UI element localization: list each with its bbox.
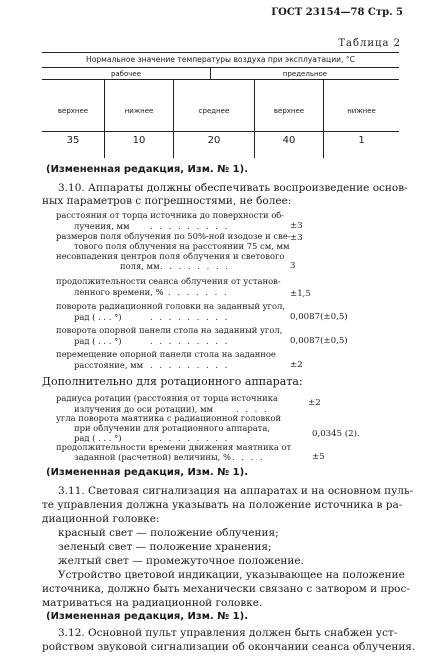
rotational-heading: Дополнительно для ротационного аппарата:	[42, 375, 303, 388]
param-1-line-1: расстояния от торца источника до поверхности об-	[56, 210, 285, 220]
rot-3-value: ±5	[312, 452, 325, 462]
clause-3-11-line-2: те управления должна указывать на положение источника в ра-	[42, 499, 403, 511]
col-divider-3	[254, 79, 255, 158]
clause-3-11-line-5: источника, должно быть механически связано с затвором и прос-	[42, 583, 410, 595]
signal-green: зеленый свет — положение хранения;	[58, 541, 272, 553]
col-header-2: нижнее	[124, 107, 154, 115]
signal-yellow: желтый свет — промежуточное положение.	[58, 555, 304, 567]
col-divider-1	[104, 79, 105, 158]
rot-3-leader: . . . .	[232, 452, 265, 462]
rot-2-value: 0,0345 (2).	[312, 429, 360, 439]
rot-2-leader: . . . . . . . . .	[150, 433, 230, 443]
param-2-value: ±3	[290, 233, 303, 243]
temperature-table	[42, 52, 399, 158]
value-cell-1: 35	[66, 135, 80, 146]
table-title: Нормальное значение температуры воздуха при эксплуатации, °С	[85, 55, 355, 64]
group-rule	[42, 79, 399, 80]
param-5-leader: . . . . . . . . .	[150, 312, 230, 322]
rot-1-leader: . . . .	[236, 404, 269, 414]
clause-3-11-line-6: матриваться на радиационной головке.	[42, 597, 263, 609]
param-2-line-1: размеров поля облучения по 50%-ной изодозе и све-	[56, 231, 291, 241]
param-4-leader: . . . . . . .	[168, 287, 229, 297]
param-6-line-2: рад ( . . . °)	[74, 336, 122, 346]
header-rule	[42, 131, 399, 132]
param-6-line-1: поворота опорной панели стола на заданный угол,	[56, 325, 283, 335]
rot-2-line-3: рад ( . . . °)	[74, 433, 122, 443]
clause-3-12-line-1: 3.12. Основной пульт управления должен быть снабжен уст-	[58, 627, 398, 639]
table-caption: Таблица 2	[338, 38, 401, 49]
param-5-value: 0,0087(±0,5)	[290, 312, 348, 322]
revision-note-3: (Измененная редакция, Изм. № 1).	[46, 611, 249, 622]
col-header-3: среднее	[198, 107, 230, 115]
value-cell-3: 20	[207, 135, 221, 146]
param-1-line-2: лучения, мм	[74, 221, 130, 231]
clause-3-11-line-1: 3.11. Световая сигнализация на аппаратах и на основном пуль-	[58, 485, 414, 497]
signal-red: красный свет — положение облучения;	[58, 527, 279, 539]
param-5-line-2: рад ( . . . °)	[74, 312, 122, 322]
param-1-value: ±3	[290, 221, 303, 231]
col-header-5: нижнее	[347, 107, 376, 115]
value-cell-5: 1	[358, 135, 365, 146]
param-6-leader: . . . . . . . . .	[150, 336, 230, 346]
table-title-rule	[42, 67, 399, 68]
param-3-value: 3	[290, 261, 296, 271]
param-1-leader: . . . . . . . . .	[150, 221, 230, 231]
col-divider-4	[323, 79, 324, 158]
value-cell-4: 40	[282, 135, 296, 146]
param-3-line-2: поля, мм	[120, 261, 160, 271]
group-limit: предельное	[282, 70, 328, 78]
group-working: рабочее	[110, 70, 142, 78]
revision-note-1: (Измененная редакция, Изм. № 1).	[46, 164, 249, 175]
table-top-rule	[42, 52, 399, 53]
page-header: ГОСТ 23154—78 Стр. 5	[271, 7, 403, 18]
value-cell-2: 10	[132, 135, 146, 146]
param-2-line-2: тового поля облучения на расстоянии 75 см, мм	[74, 241, 290, 251]
param-6-value: 0,0087(±0,5)	[290, 336, 348, 346]
param-5-line-1: поворота радиационной головки на заданный угол,	[56, 301, 285, 311]
rot-3-line-2: заданной (расчетной) величины, %	[74, 452, 231, 462]
clause-3-12-line-2: ройством звуковой сигнализации об окончании сеанса облучения.	[42, 641, 416, 653]
rot-1-value: ±2	[308, 398, 321, 408]
clause-3-10-line-1: 3.10. Аппараты должны обеспечивать воспроизведение основ-	[58, 182, 408, 194]
param-7-value: ±2	[290, 360, 303, 370]
param-7-leader: . . . . . . . . .	[150, 360, 230, 370]
param-3-line-1: несовпадения центров поля облучения и светового	[56, 251, 285, 261]
col-header-4: верхнее	[273, 107, 305, 115]
clause-3-11-line-3: диационной головке:	[42, 513, 160, 525]
param-3-leader: . . . . . . . .	[160, 261, 230, 271]
rot-1-line-1: радиуса ротации (расстояния от торца источника	[56, 393, 278, 403]
col-header-1: верхнее	[57, 107, 89, 115]
clause-3-11-line-4: Устройство цветовой индикации, указывающее на положение	[58, 569, 405, 581]
rot-2-line-2: при облучении для ротационного аппарата,	[74, 423, 270, 433]
col-divider-2	[173, 79, 174, 158]
rot-1-line-2: излучения до оси ротации), мм	[74, 404, 214, 414]
rot-3-line-1: продолжительности времени движения маятника от	[56, 442, 292, 452]
param-4-line-2: ленного времени, %	[74, 287, 164, 297]
rot-2-line-1: угла поворота маятника с радиационной головкой	[56, 413, 282, 423]
param-4-line-1: продолжительности сеанса облучения от установ-	[56, 276, 281, 286]
param-4-value: ±1,5	[290, 289, 311, 299]
param-7-line-1: перемещение опорной панели стола на заданное	[56, 349, 276, 359]
param-7-line-2: расстояние, мм	[74, 360, 144, 370]
revision-note-2: (Измененная редакция, Изм. № 1).	[46, 467, 249, 478]
clause-3-10-line-2: ных параметров с погрешностями, не более:	[42, 195, 292, 207]
